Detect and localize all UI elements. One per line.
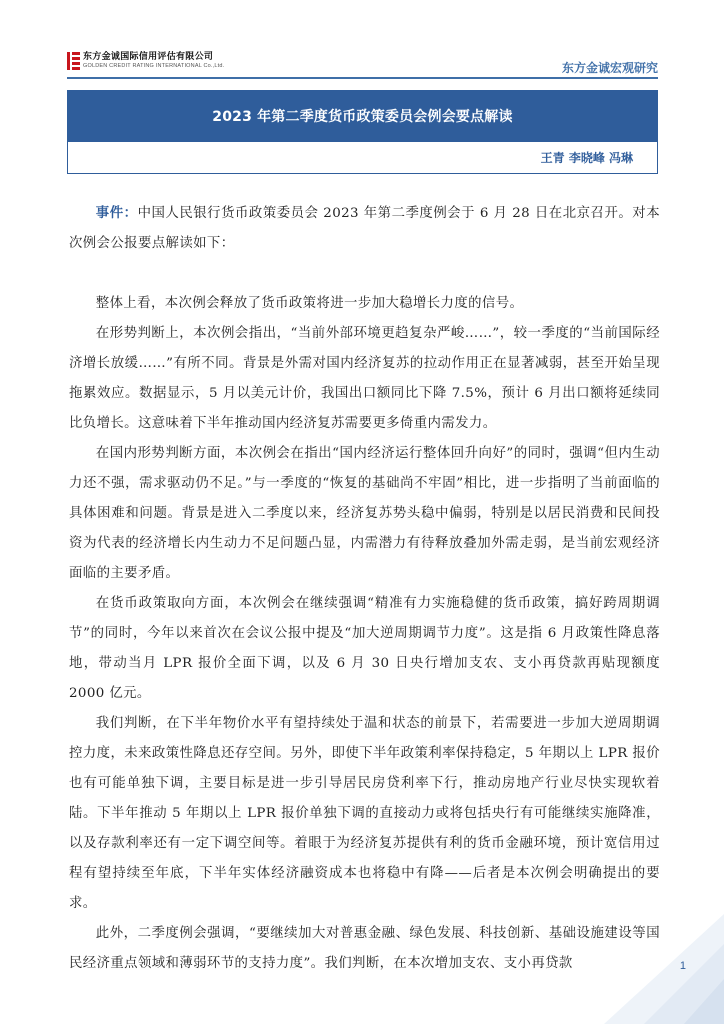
logo-mark-icon [67, 52, 80, 70]
company-name-en: GOLDEN CREDIT RATING INTERNATIONAL Co.,Ltd. [83, 63, 225, 69]
title-block [67, 90, 658, 176]
authors-bar [67, 142, 658, 174]
event-text: 中国人民银行货币政策委员会 2023 年第二季度例会于 6 月 28 日在北京召开。对本次例会公报要点解读如下： [69, 206, 661, 251]
document-title: 2023 年第二季度货币政策委员会例会要点解读 [212, 109, 513, 125]
footer-decoration [604, 914, 724, 1024]
page-header [0, 0, 724, 80]
page-number: 1 [679, 960, 686, 972]
event-label: 事件： [95, 206, 138, 221]
title-bar [67, 90, 658, 142]
paragraph: 在形势判断上，本次例会指出，“当前外部环境更趋复杂严峻……”，较一季度的“当前国际经济增长放缓……”有所不同。背景是外需对国内经济复苏的拉动作用正在显著减弱，甚至开始呈现拖累效应。数据显示，5 月以美元计价，我国出口额同比下降 7.5%，预计 6 月出口额将延续同比负增长。这意味着下半年推动国内经济复苏需要更多倚重内需发力。 [69, 326, 660, 431]
header-divider [67, 77, 658, 79]
paragraph: 我们判断，在下半年物价水平有望持续处于温和状态的前景下，若需要进一步加大逆周期调控力度，未来政策性降息还存空间。另外，即使下半年政策利率保持稳定，5 年期以上 LPR 报价也有可能单独下调，主要目标是进一步引导居民房贷利率下行，推动房地产行业尽快实现软着陆。下半年推动 5 年期以上 LPR 报价单独下调的直接动力或将包括央行有可能继续实施降准，以及存款利率还有一定下调空间等。着眼于为经济复苏提供有利的货币金融环境，预计宽信用过程有望持续至年底，下半年实体经济融资成本也将稳中有降——后者是本次例会明确提出的要求。 [69, 716, 660, 911]
company-name-cn: 东方金诚国际信用评估有限公司 [83, 52, 214, 62]
paragraph: 整体上看，本次例会释放了货币政策将进一步加大稳增长力度的信号。 [95, 296, 524, 311]
paragraph: 在国内形势判断方面，本次例会在指出“国内经济运行整体回升向好”的同时，强调“但内生动力还不强，需求驱动仍不足。”与一季度的“恢复的基础尚不牢固”相比，进一步指明了当前面临的具体困难和问题。背景是进入二季度以来，经济复苏势头稳中偏弱，特别是以居民消费和民间投资为代表的经济增长内生动力不足问题凸显，内需潜力有待释放叠加外需走弱，是当前宏观经济面临的主要矛盾。 [69, 446, 660, 581]
paragraph: 此外，二季度例会强调，“要继续加大对普惠金融、绿色发展、科技创新、基础设施建设等国民经济重点领域和薄弱环节的支持力度”。我们判断，在本次增加支农、支小再贷款 [69, 926, 660, 971]
event-paragraph [69, 199, 660, 259]
authors: 王青 李晓峰 冯琳 [540, 151, 633, 165]
body-content [69, 199, 660, 979]
brand-title: 东方金诚宏观研究 [561, 61, 658, 75]
company-logo [67, 52, 224, 70]
paragraph: 在货币政策取向方面，本次例会在继续强调“精准有力实施稳健的货币政策，搞好跨周期调节”的同时，今年以来首次在会议公报中提及“加大逆周期调节力度”。这是指 6 月政策性降息落地，带动当月 LPR 报价全面下调，以及 6 月 30 日央行增加支农、支小再贷款再贴现额度 2000 亿元。 [69, 596, 660, 701]
